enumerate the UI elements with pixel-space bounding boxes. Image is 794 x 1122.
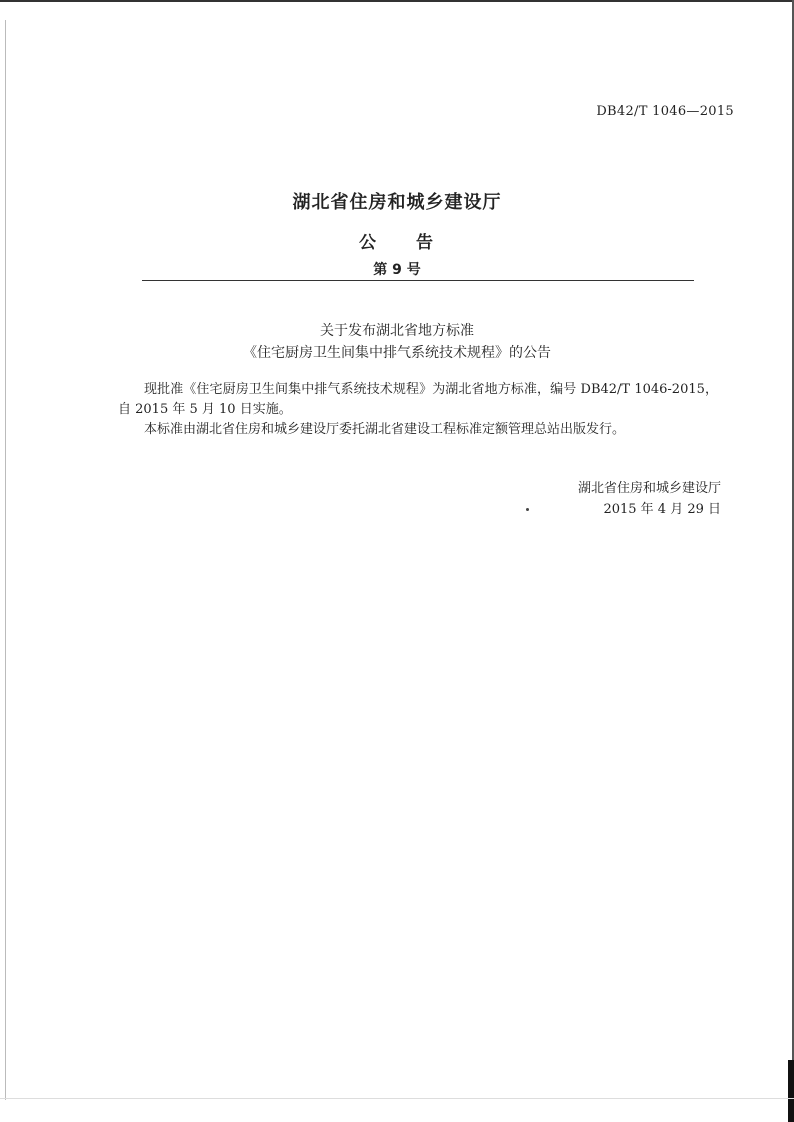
- notice-number: 第 9 号: [373, 262, 421, 278]
- scan-speck: [526, 508, 529, 511]
- scan-edge-top: [0, 0, 794, 2]
- notice-heading: 公 告: [359, 233, 435, 253]
- subtitle-line-2: 《住宅厨房卫生间集中排气系统技术规程》的公告: [243, 345, 551, 361]
- body-paragraph-1: 现批准《住宅厨房卫生间集中排气系统技术规程》为湖北省地方标准，编号 DB42/T 1046-2015，自 2015 年 5 月 10 日实施。: [118, 382, 718, 417]
- scan-edge-left: [5, 20, 6, 1100]
- signature-block: [578, 478, 721, 520]
- subtitle-line-1: 关于发布湖北省地方标准: [320, 323, 474, 339]
- standard-code: DB42/T 1046—2015: [596, 104, 734, 119]
- signature-agency: 湖北省住房和城乡建设厅: [577, 481, 721, 496]
- body-paragraph-2: 本标准由湖北省住房和城乡建设厅委托湖北省建设工程标准定额管理总站出版发行。: [144, 422, 626, 437]
- issuing-agency-title: 湖北省住房和城乡建设厅: [292, 192, 502, 213]
- signature-date: 2015 年 4 月 29 日: [603, 502, 721, 517]
- scan-edge-mark: [788, 1060, 794, 1122]
- notice-subtitle: [0, 320, 794, 364]
- header-divider: [142, 280, 694, 281]
- notice-body: [118, 380, 718, 440]
- scan-edge-bottom: [0, 1098, 794, 1099]
